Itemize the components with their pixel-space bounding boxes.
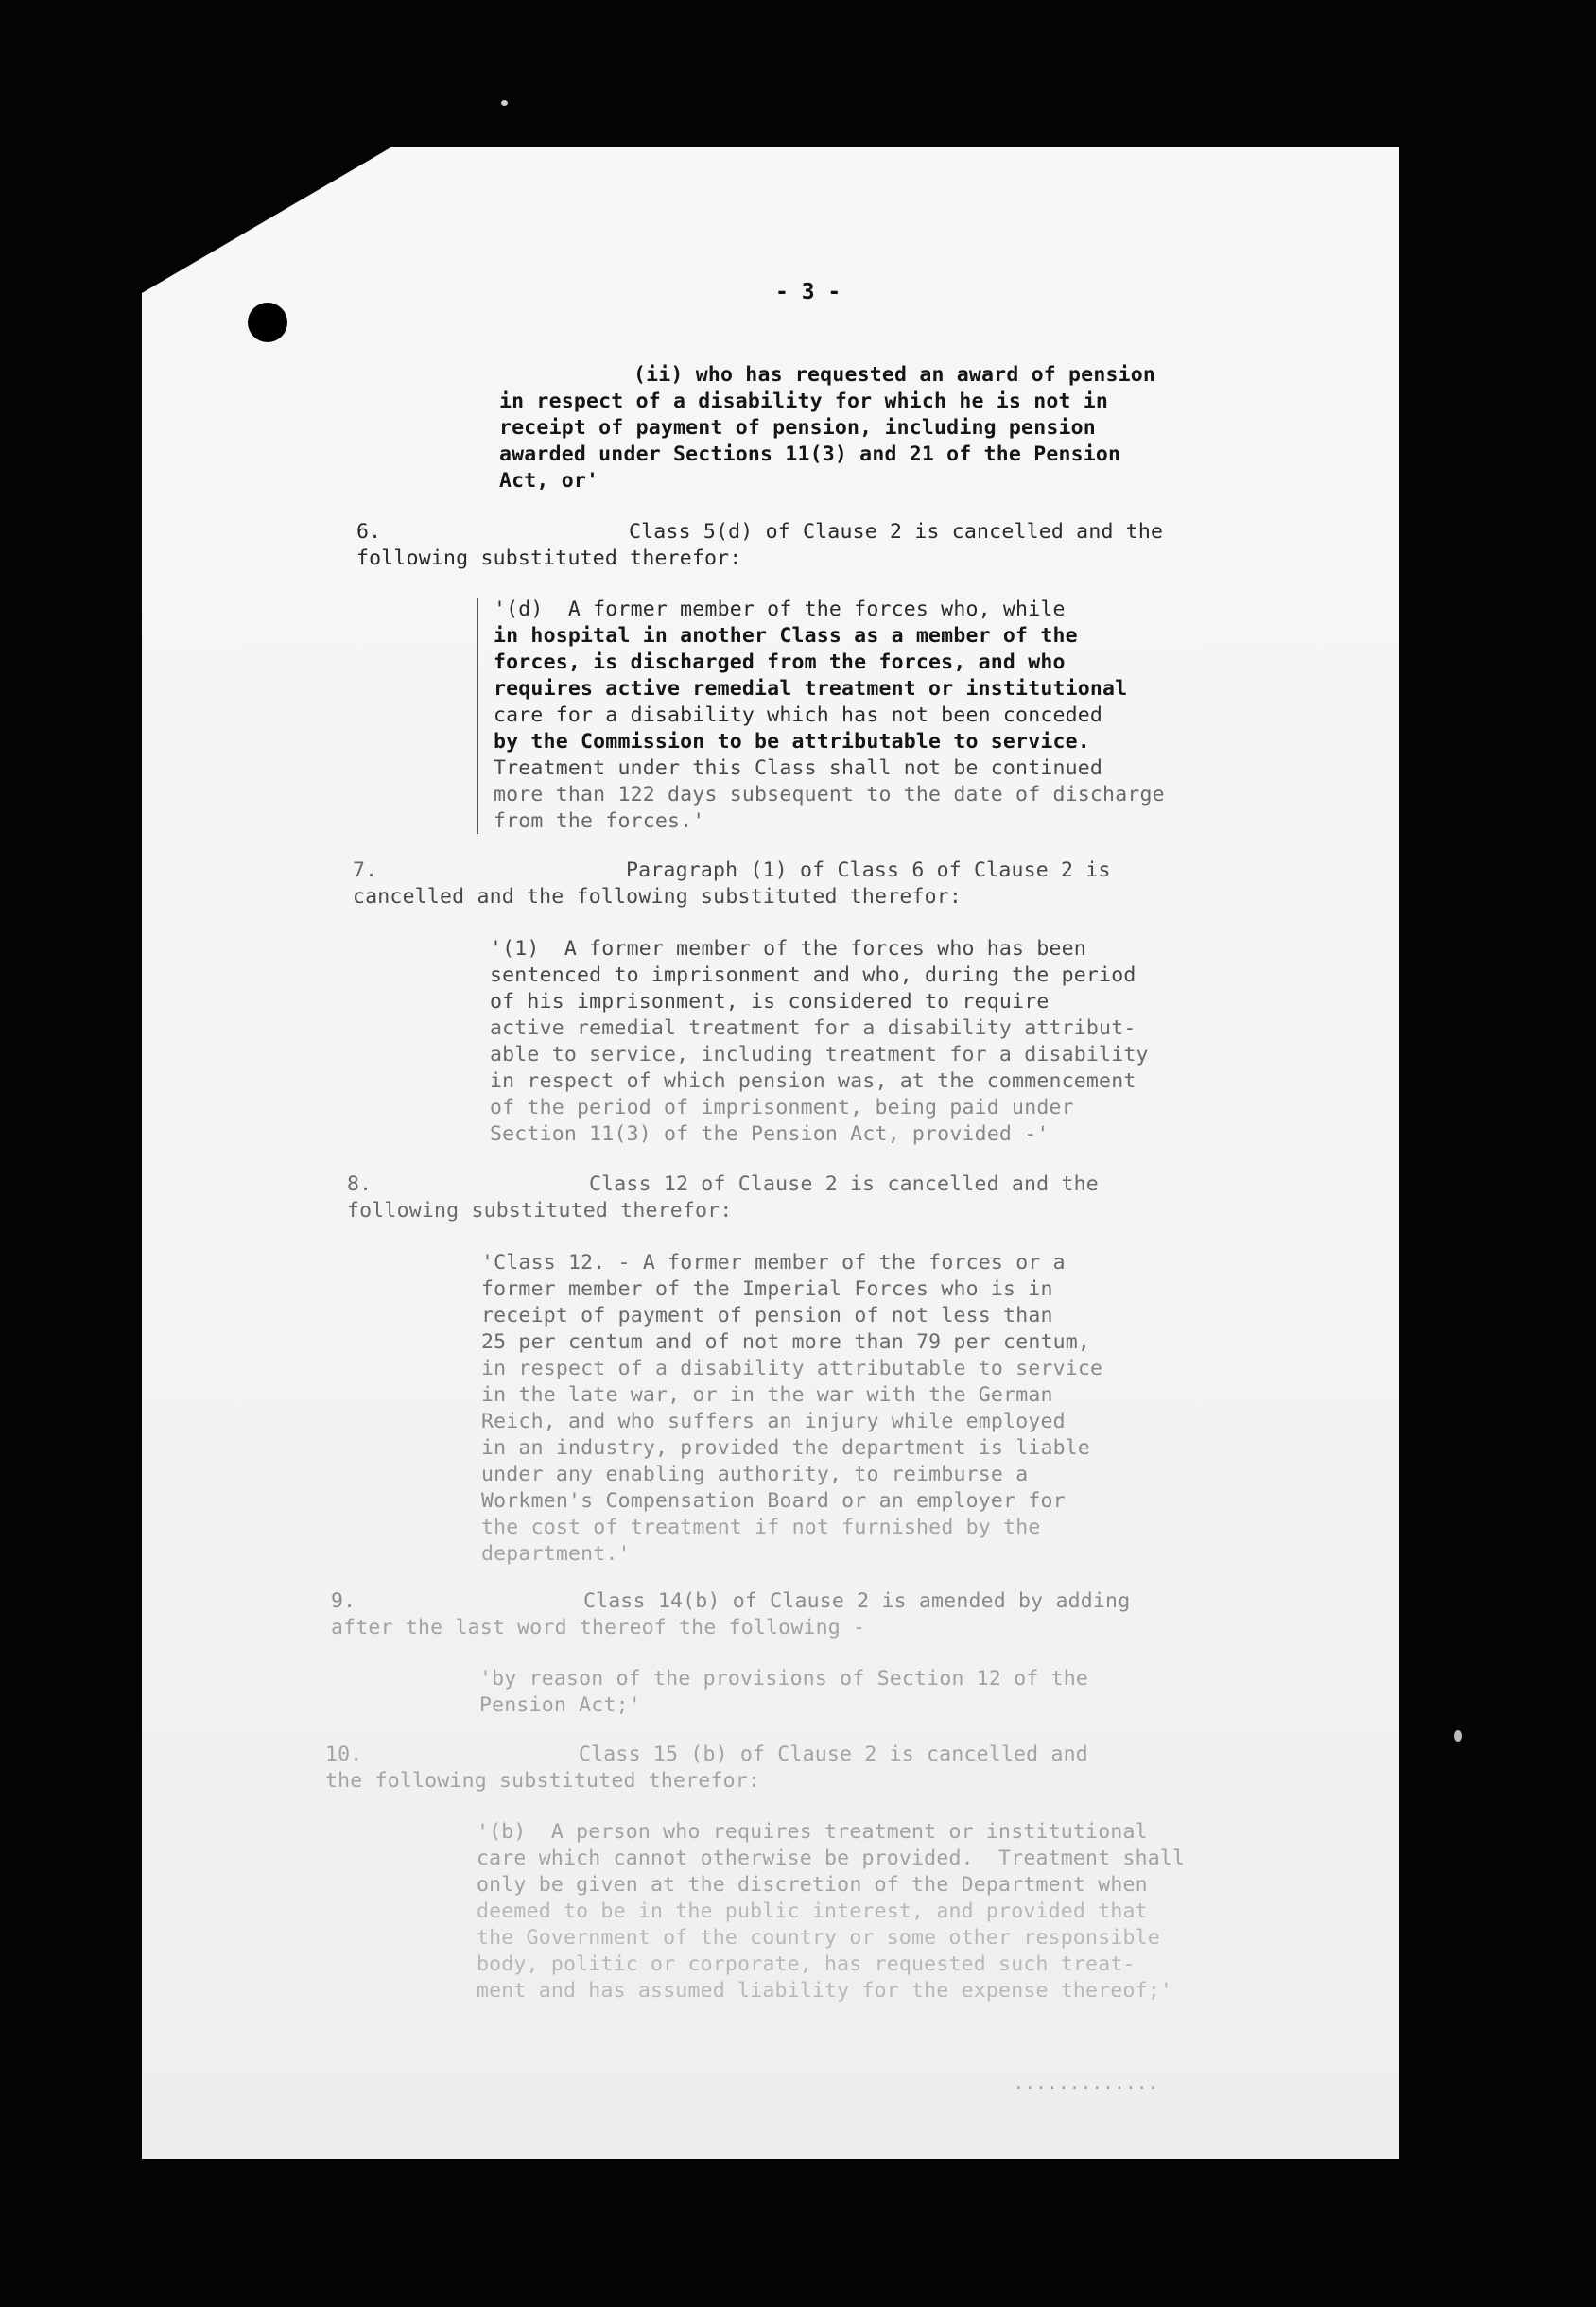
quote-line: requires active remedial treatment or institutional <box>494 677 1128 701</box>
quote-line: from the forces.' <box>494 809 705 833</box>
dust-speck <box>1454 1730 1462 1742</box>
section-intro: following substituted therefor: <box>347 1199 733 1223</box>
section-number: 9. <box>331 1589 356 1613</box>
quote-line: under any enabling authority, to reimburse a <box>481 1463 1029 1486</box>
section-intro: following substituted therefor: <box>356 546 742 570</box>
quote-line: the Government of the country or some other responsible <box>477 1926 1160 1950</box>
continuation-line: (ii) who has requested an award of pension <box>633 363 1156 387</box>
quote-line: deemed to be in the public interest, and provided that <box>477 1899 1148 1923</box>
section-intro: Paragraph (1) of Class 6 of Clause 2 is <box>626 859 1111 882</box>
quote-line: Pension Act;' <box>479 1693 641 1717</box>
quote-line: in the late war, or in the war with the German <box>481 1383 1053 1407</box>
quote-line: in respect of which pension was, at the commencement <box>490 1069 1136 1093</box>
margin-bracket <box>477 598 478 834</box>
quote-line: ment and has assumed liability for the expense thereof;' <box>477 1979 1173 2003</box>
quote-line: sentenced to imprisonment and who, during the period <box>490 963 1136 987</box>
quote-line: 'Class 12. - A former member of the forces or a <box>481 1251 1066 1275</box>
section-intro: Class 12 of Clause 2 is cancelled and the <box>589 1172 1099 1196</box>
section-intro: the following substituted therefor: <box>325 1769 761 1793</box>
section-number: 6. <box>356 520 382 544</box>
quote-line: the cost of treatment if not furnished by the <box>481 1516 1041 1539</box>
quote-line: in hospital in another Class as a member of the <box>494 624 1078 648</box>
quote-line: Workmen's Compensation Board or an employer for <box>481 1489 1066 1513</box>
continuation-line: receipt of payment of pension, including pension <box>499 416 1096 440</box>
quote-line: Section 11(3) of the Pension Act, provided -' <box>490 1122 1050 1146</box>
section-intro: after the last word thereof the following - <box>331 1616 866 1639</box>
punch-hole <box>248 303 287 342</box>
quote-line: Treatment under this Class shall not be continued <box>494 756 1103 780</box>
section-intro: Class 15 (b) of Clause 2 is cancelled and <box>579 1743 1088 1766</box>
quote-line: receipt of payment of pension of not less than <box>481 1304 1053 1327</box>
section-intro: cancelled and the following substituted therefor: <box>353 885 963 909</box>
quote-line: forces, is discharged from the forces, and who <box>494 650 1066 674</box>
quote-line: able to service, including treatment for a disability <box>490 1043 1149 1067</box>
quote-line: Reich, and who suffers an injury while employed <box>481 1410 1066 1433</box>
continuation-line: Act, or' <box>499 469 599 493</box>
quote-line: more than 122 days subsequent to the date of discharge <box>494 783 1165 807</box>
page-number: - 3 - <box>775 280 841 304</box>
section-number: 7. <box>353 859 378 882</box>
quote-line: active remedial treatment for a disability attribut- <box>490 1016 1136 1040</box>
quote-line: in an industry, provided the department is liable <box>481 1436 1091 1460</box>
quote-line: body, politic or corporate, has requested such treat- <box>477 1952 1136 1976</box>
dust-speck <box>501 100 508 106</box>
continuation-line: in respect of a disability for which he is not in <box>499 390 1109 413</box>
end-marker: ............. <box>1014 2073 1159 2093</box>
section-number: 8. <box>347 1172 373 1196</box>
quote-line: care for a disability which has not been conceded <box>494 703 1103 727</box>
quote-line: 'by reason of the provisions of Section 12 of the <box>479 1667 1089 1691</box>
quote-line: 25 per centum and of not more than 79 per centum, <box>481 1330 1091 1354</box>
quote-line: care which cannot otherwise be provided. Treatment shall <box>477 1847 1186 1870</box>
quote-line: '(d) A former member of the forces who, while <box>494 598 1066 621</box>
section-intro: Class 14(b) of Clause 2 is amended by adding <box>583 1589 1131 1613</box>
quote-line: in respect of a disability attributable to service <box>481 1357 1103 1380</box>
quote-line: department.' <box>481 1542 631 1566</box>
quote-line: '(b) A person who requires treatment or institutional <box>477 1820 1148 1844</box>
quote-line: of his imprisonment, is considered to require <box>490 990 1050 1014</box>
section-intro: Class 5(d) of Clause 2 is cancelled and the <box>629 520 1164 544</box>
continuation-line: awarded under Sections 11(3) and 21 of the Pension <box>499 442 1121 466</box>
quote-line: former member of the Imperial Forces who is in <box>481 1277 1053 1301</box>
quote-line: of the period of imprisonment, being paid under <box>490 1096 1074 1119</box>
quote-line: '(1) A former member of the forces who has been <box>490 937 1086 961</box>
quote-line: only be given at the discretion of the Department when <box>477 1873 1148 1897</box>
section-number: 10. <box>325 1743 363 1766</box>
quote-line: by the Commission to be attributable to service. <box>494 730 1090 754</box>
